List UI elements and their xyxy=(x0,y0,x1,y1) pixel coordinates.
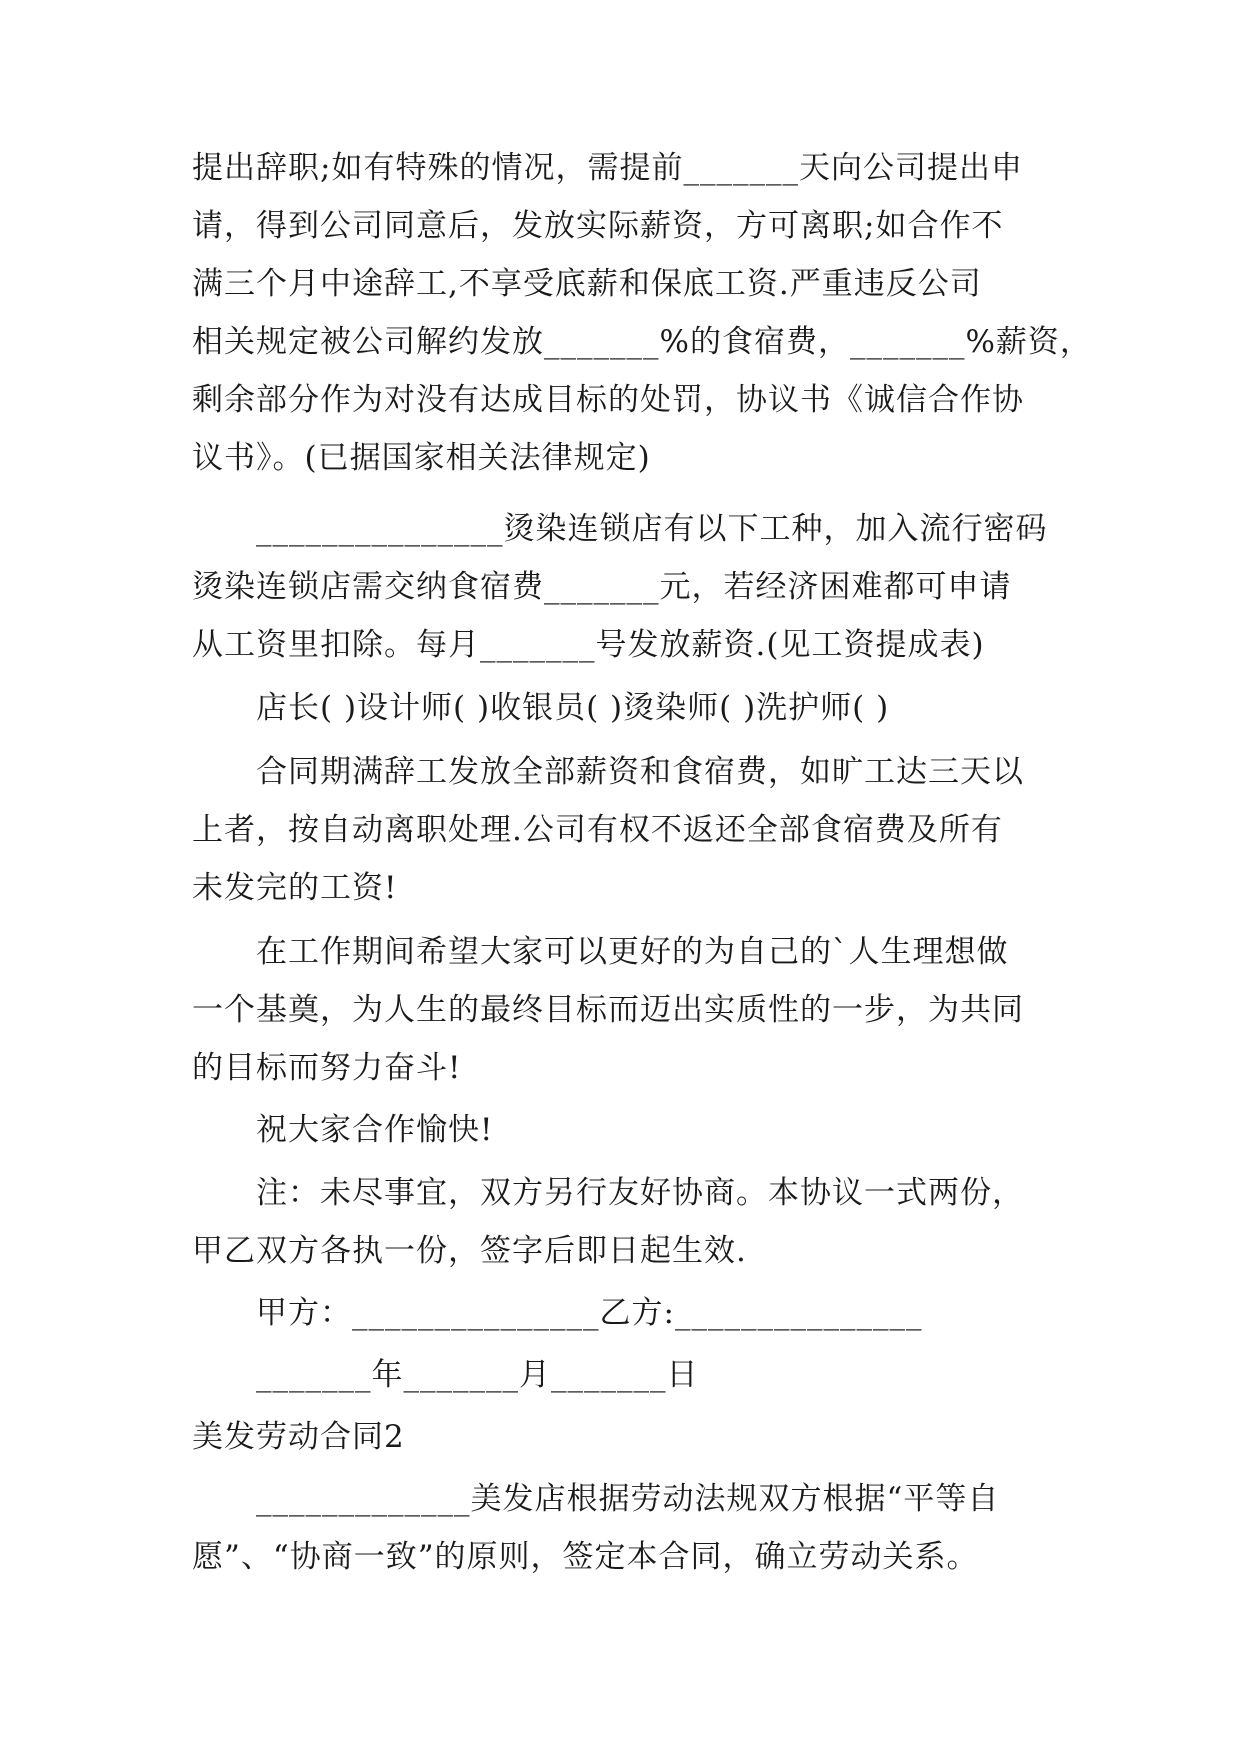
text-line: _____________美发店根据劳动法规双方根据“平等自 xyxy=(256,1481,1000,1517)
text-line: 烫染连锁店需交纳食宿费_______元，若经济困难都可申请 xyxy=(192,569,1012,605)
signature-line: 甲方：_______________乙方:_______________ xyxy=(256,1295,923,1331)
text-line: 请，得到公司同意后，发放实际薪资，方可离职;如合作不 xyxy=(192,208,1004,244)
text-line: 提出辞职;如有特殊的情况，需提前_______天向公司提出申 xyxy=(192,150,1023,186)
text-line: 议书》。(已据国家相关法律规定) xyxy=(192,440,651,476)
text-line: 的目标而努力奋斗! xyxy=(192,1050,462,1086)
text-line: 在工作期间希望大家可以更好的为自己的`人生理想做 xyxy=(256,934,1009,970)
text-line: 合同期满辞工发放全部薪资和食宿费，如旷工达三天以 xyxy=(256,754,1024,790)
text-line: 愿”、“协商一致”的原则，签定本合同，确立劳动关系。 xyxy=(192,1539,979,1575)
text-line: 上者，按自动离职处理.公司有权不返还全部食宿费及所有 xyxy=(192,812,1003,848)
text-line: 注：未尽事宜，双方另行友好协商。本协议一式两份， xyxy=(256,1175,1024,1211)
text-line: 祝大家合作愉快! xyxy=(256,1112,494,1148)
text-line: _______________烫染连锁店有以下工种，加入流行密码 xyxy=(256,511,1048,547)
text-line: 一个基奠，为人生的最终目标而迈出实质性的一步，为共同 xyxy=(192,992,1024,1028)
text-line: 店长( )设计师( )收银员( )烫染师( )洗护师( ) xyxy=(256,690,890,726)
text-line: 甲乙双方各执一份，签字后即日起生效. xyxy=(192,1233,747,1269)
text-line: 未发完的工资! xyxy=(192,870,398,906)
text-line: 从工资里扣除。每月_______号发放薪资.(见工资提成表) xyxy=(192,627,985,663)
text-line: 剩余部分作为对没有达成目标的处罚，协议书《诚信合作协 xyxy=(192,382,1024,418)
section-title: 美发劳动合同2 xyxy=(192,1419,405,1455)
text-line: 满三个月中途辞工,不享受底薪和保底工资.严重违反公司 xyxy=(192,266,982,302)
date-line: _______年_______月_______日 xyxy=(256,1357,699,1393)
text-line: 相关规定被公司解约发放_______%的食宿费，_______%薪资， xyxy=(192,324,1092,360)
